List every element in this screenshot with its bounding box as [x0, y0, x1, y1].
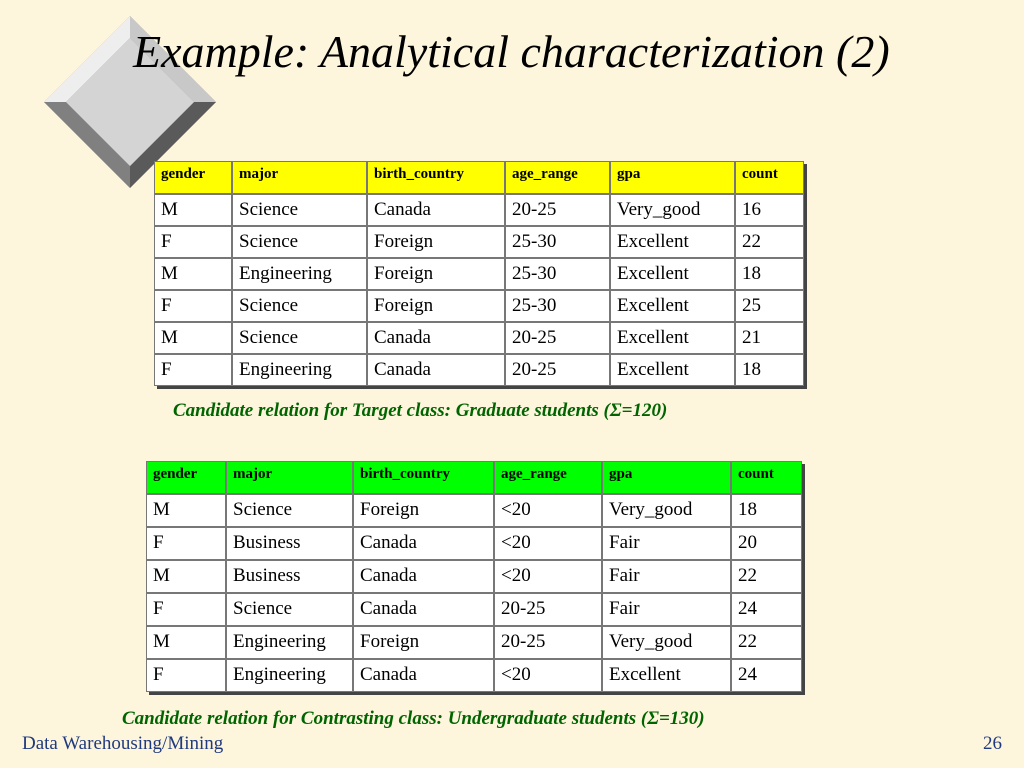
- table-row: [154, 194, 804, 226]
- header-gpa: gpa: [610, 161, 735, 194]
- cell-birth-country: Foreign: [367, 258, 505, 290]
- target-class-caption: Candidate relation for Target class: Graduate students (Σ=120): [173, 400, 668, 421]
- contrasting-class-table: [146, 461, 802, 692]
- slide-title: Example: Analytical characterization (2): [133, 26, 890, 77]
- cell-gender: M: [146, 494, 226, 527]
- header-major: major: [226, 461, 353, 494]
- header-count: count: [731, 461, 802, 494]
- cell-birth-country: Canada: [353, 659, 494, 692]
- cell-gpa: Excellent: [602, 659, 731, 692]
- cell-major: Engineering: [226, 659, 353, 692]
- cell-count: 22: [731, 560, 802, 593]
- cell-gender: F: [154, 226, 232, 258]
- header-gender: gender: [146, 461, 226, 494]
- cell-age-range: <20: [494, 494, 602, 527]
- cell-birth-country: Canada: [367, 354, 505, 386]
- cell-major: Engineering: [226, 626, 353, 659]
- cell-count: 18: [731, 494, 802, 527]
- table-row: [146, 527, 802, 560]
- header-major: major: [232, 161, 367, 194]
- cell-major: Business: [226, 527, 353, 560]
- cell-count: 20: [731, 527, 802, 560]
- header-gpa: gpa: [602, 461, 731, 494]
- cell-age-range: 25-30: [505, 258, 610, 290]
- footer-course-title: Data Warehousing/Mining: [22, 733, 224, 754]
- cell-age-range: 25-30: [505, 226, 610, 258]
- cell-birth-country: Foreign: [367, 290, 505, 322]
- cell-age-range: 20-25: [494, 626, 602, 659]
- header-age-range: age_range: [494, 461, 602, 494]
- cell-count: 22: [731, 626, 802, 659]
- cell-count: 24: [731, 659, 802, 692]
- cell-major: Science: [232, 322, 367, 354]
- contrasting-class-caption: Candidate relation for Contrasting class: Undergraduate students (Σ=130): [122, 708, 705, 729]
- cell-count: 18: [735, 354, 804, 386]
- table-row: [146, 560, 802, 593]
- cell-count: 25: [735, 290, 804, 322]
- table-row: [154, 354, 804, 386]
- cell-gender: F: [154, 354, 232, 386]
- cell-gpa: Fair: [602, 527, 731, 560]
- cell-gpa: Very_good: [602, 626, 731, 659]
- target-class-table: [154, 161, 804, 386]
- cell-age-range: 20-25: [505, 354, 610, 386]
- table-row: [146, 593, 802, 626]
- cell-major: Science: [232, 290, 367, 322]
- cell-count: 22: [735, 226, 804, 258]
- cell-major: Science: [226, 494, 353, 527]
- header-birth-country: birth_country: [353, 461, 494, 494]
- cell-major: Engineering: [232, 258, 367, 290]
- header-birth-country: birth_country: [367, 161, 505, 194]
- cell-birth-country: Canada: [353, 527, 494, 560]
- table-row: [146, 659, 802, 692]
- table-row: [154, 290, 804, 322]
- cell-birth-country: Foreign: [353, 626, 494, 659]
- cell-count: 21: [735, 322, 804, 354]
- cell-gpa: Excellent: [610, 322, 735, 354]
- cell-major: Science: [226, 593, 353, 626]
- cell-birth-country: Canada: [353, 560, 494, 593]
- cell-count: 16: [735, 194, 804, 226]
- cell-major: Business: [226, 560, 353, 593]
- cell-count: 24: [731, 593, 802, 626]
- cell-gender: F: [154, 290, 232, 322]
- cell-gpa: Fair: [602, 593, 731, 626]
- cell-gpa: Excellent: [610, 226, 735, 258]
- table-row: [154, 322, 804, 354]
- header-age-range: age_range: [505, 161, 610, 194]
- cell-birth-country: Foreign: [367, 226, 505, 258]
- cell-age-range: 25-30: [505, 290, 610, 322]
- cell-gender: M: [154, 322, 232, 354]
- table-row: [146, 626, 802, 659]
- cell-birth-country: Canada: [367, 194, 505, 226]
- footer-page-number: 26: [983, 733, 1002, 754]
- header-gender: gender: [154, 161, 232, 194]
- cell-gpa: Excellent: [610, 258, 735, 290]
- cell-gpa: Very_good: [602, 494, 731, 527]
- cell-gpa: Excellent: [610, 290, 735, 322]
- header-count: count: [735, 161, 804, 194]
- cell-birth-country: Canada: [353, 593, 494, 626]
- cell-birth-country: Foreign: [353, 494, 494, 527]
- cell-count: 18: [735, 258, 804, 290]
- cell-gender: F: [146, 659, 226, 692]
- cell-gender: M: [154, 258, 232, 290]
- table-row: [154, 258, 804, 290]
- cell-age-range: 20-25: [505, 194, 610, 226]
- cell-birth-country: Canada: [367, 322, 505, 354]
- cell-age-range: <20: [494, 560, 602, 593]
- cell-gender: M: [154, 194, 232, 226]
- cell-gender: F: [146, 527, 226, 560]
- cell-gender: M: [146, 560, 226, 593]
- table-header-row: [154, 161, 804, 194]
- cell-age-range: 20-25: [494, 593, 602, 626]
- cell-gender: M: [146, 626, 226, 659]
- cell-gpa: Excellent: [610, 354, 735, 386]
- cell-major: Science: [232, 226, 367, 258]
- cell-major: Engineering: [232, 354, 367, 386]
- cell-gpa: Very_good: [610, 194, 735, 226]
- cell-age-range: 20-25: [505, 322, 610, 354]
- cell-age-range: <20: [494, 659, 602, 692]
- table-row: [154, 226, 804, 258]
- cell-major: Science: [232, 194, 367, 226]
- table-header-row: [146, 461, 802, 494]
- cell-gender: F: [146, 593, 226, 626]
- cell-gpa: Fair: [602, 560, 731, 593]
- table-row: [146, 494, 802, 527]
- cell-age-range: <20: [494, 527, 602, 560]
